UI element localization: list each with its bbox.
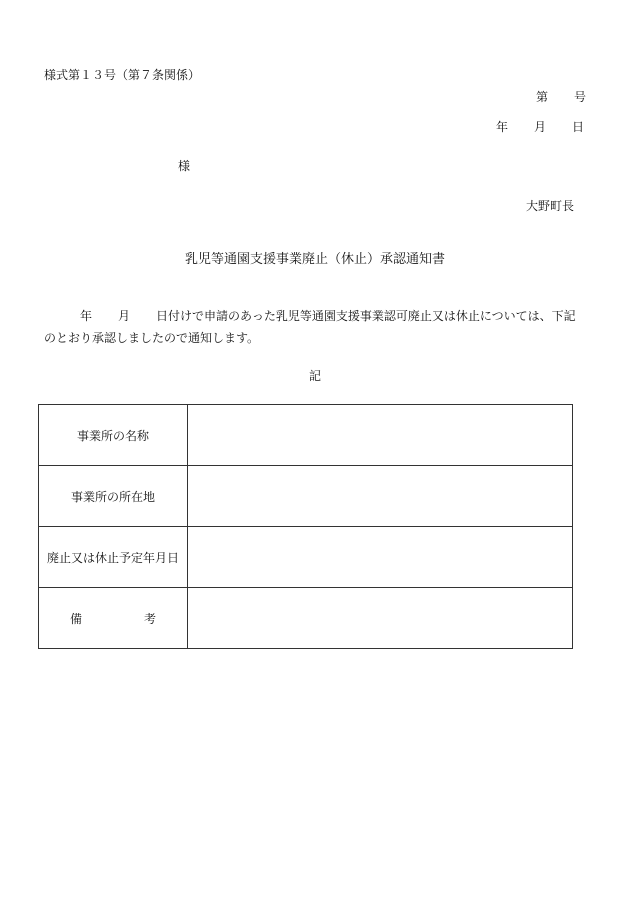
date-day: 日	[571, 120, 584, 134]
table-row	[39, 588, 573, 649]
table-row	[39, 405, 573, 466]
row-value-remarks	[188, 588, 573, 649]
row-label-facility-address: 事業所の所在地	[39, 466, 188, 527]
issuer: 大野町長	[525, 199, 574, 213]
date-month: 月	[533, 120, 546, 134]
body-line-2: のとおり承認しましたので通知します。	[44, 331, 260, 345]
document-title: 乳児等通園支援事業廃止（休止）承認通知書	[184, 252, 445, 267]
remarks-label-b: 考	[144, 611, 157, 626]
document-number-suffix: 号	[573, 90, 586, 104]
record-mark: 記	[308, 369, 321, 383]
row-label-scheduled-date: 廃止又は休止予定年月日	[39, 527, 188, 588]
row-label-remarks	[39, 588, 188, 649]
form-number: 様式第１３号（第７条関係）	[44, 68, 201, 82]
document-number-prefix: 第	[535, 90, 548, 104]
document-number-line	[536, 88, 586, 105]
remarks-label-a: 備	[69, 611, 82, 626]
body-line-1	[44, 305, 589, 327]
row-value-facility-name	[188, 405, 573, 466]
addressee: 様	[178, 159, 191, 173]
body-paragraph	[44, 305, 589, 349]
body-year: 年	[80, 309, 93, 323]
body-line-1-text: 日付けで申請のあった乳児等通園支援事業認可廃止又は休止については、下記	[156, 309, 576, 323]
date-year: 年	[495, 120, 508, 134]
row-value-scheduled-date	[188, 527, 573, 588]
info-table	[38, 404, 573, 649]
body-month: 月	[118, 309, 131, 323]
row-label-facility-name: 事業所の名称	[39, 405, 188, 466]
row-value-facility-address	[188, 466, 573, 527]
table-row	[39, 466, 573, 527]
date-line	[496, 118, 584, 135]
table-row	[39, 527, 573, 588]
